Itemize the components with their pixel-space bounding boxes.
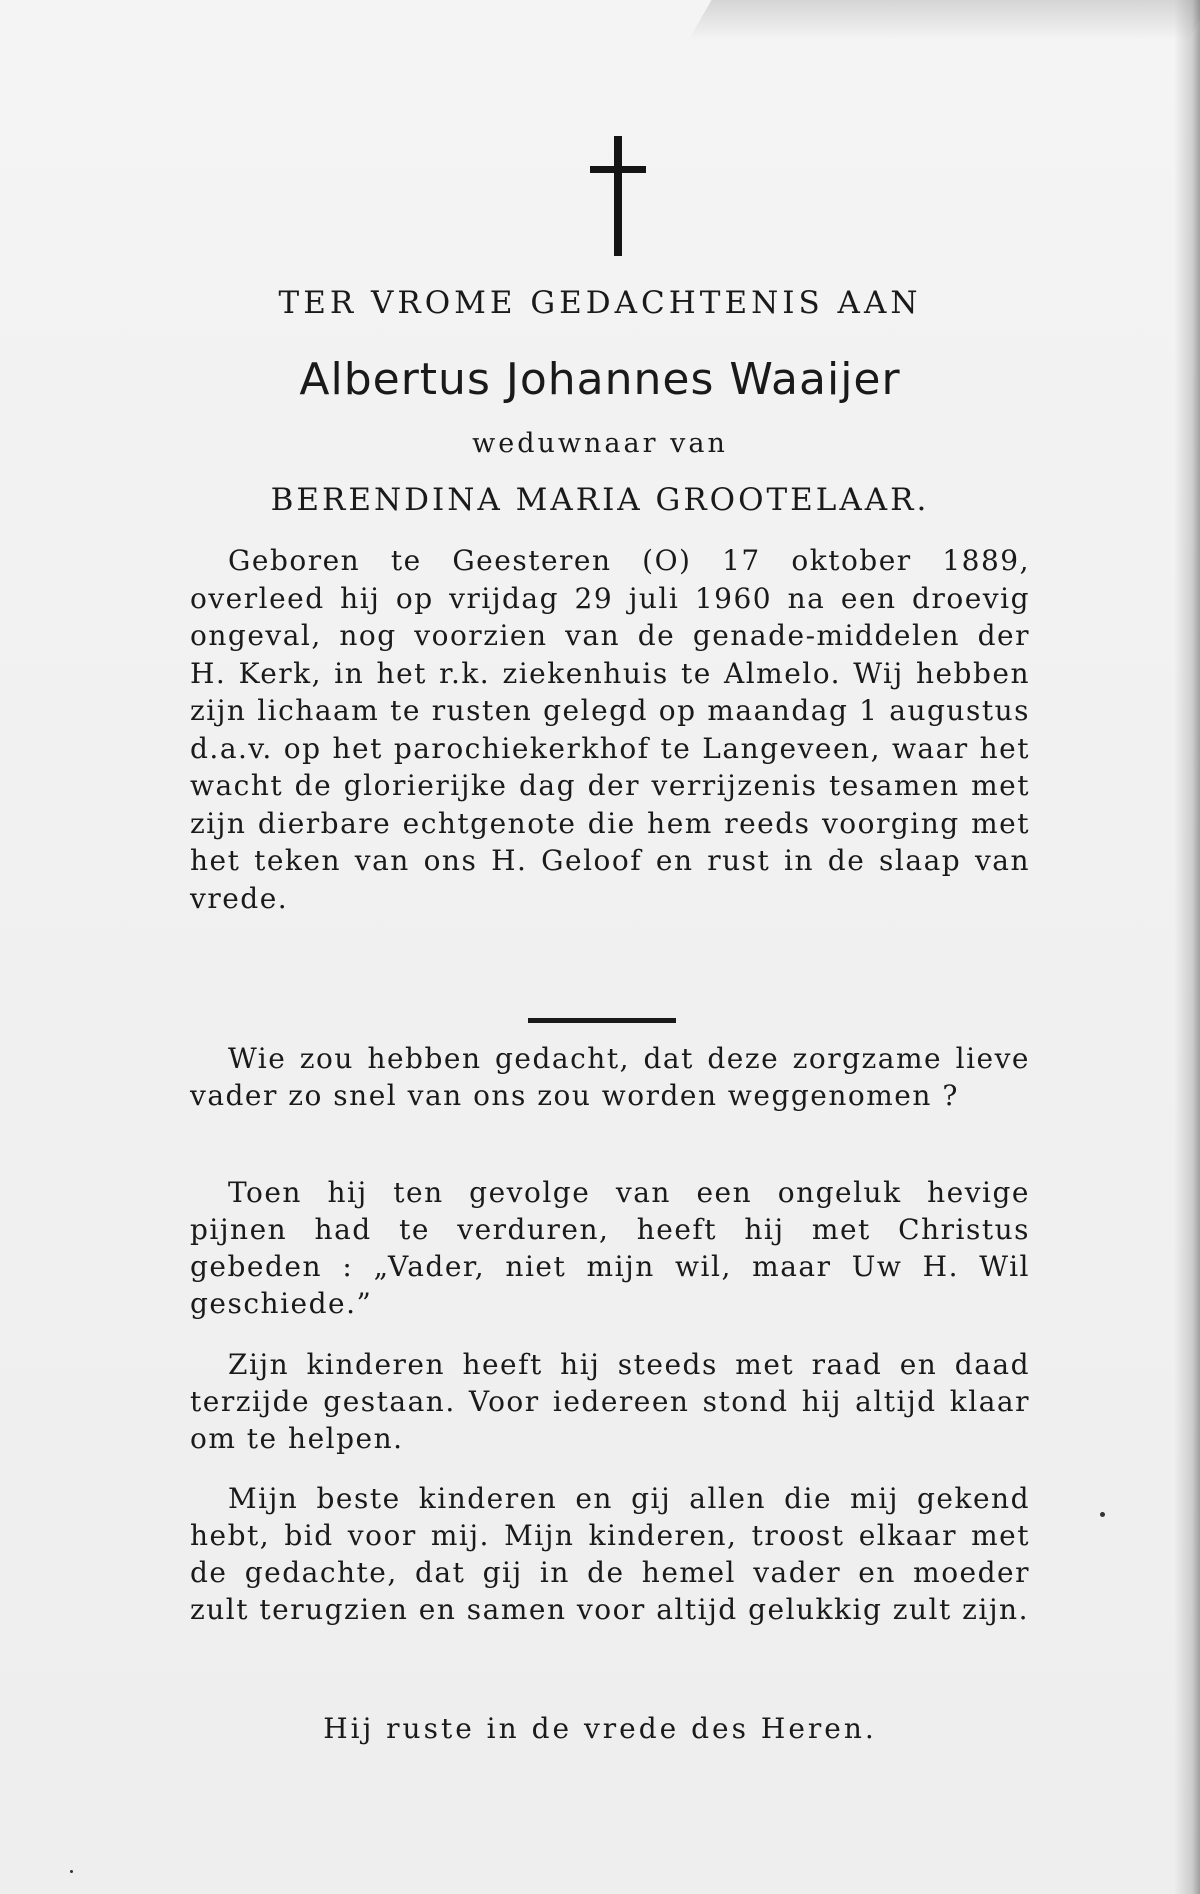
- cross-icon: [590, 136, 644, 256]
- deceased-name: Albertus Johannes Waaijer: [299, 354, 901, 405]
- reflection-paragraph: Wie zou hebben gedacht, dat deze zorgzame lieve vader zo snel van ons zou worden weggenomen ?: [190, 1042, 1030, 1112]
- ink-speck: [70, 1870, 73, 1873]
- closing-line: Hij ruste in de vrede des Heren.: [323, 1712, 877, 1745]
- paper-fold-shadow: [688, 0, 1200, 40]
- biography-paragraph: Geboren te Geesteren (O) 17 oktober 1889, overleed hij op vrijdag 29 juli 1960 na een droevig ongeval, nog voorzien van de genade-middelen der H. Kerk, in het r.k. ziekenhuis te Almelo. Wij hebben zijn lichaam te rusten gelegd op maandag 1 augustus d.a.v. op het parochiekerkhof te Langeveen, waar het wacht de glorierijke dag der verrijzenis tesamen met zijn dierbare echtgenote die hem reeds voorging met het teken van ons H. Geloof en rust in de slaap van vrede.: [190, 544, 1030, 915]
- farewell-paragraph: Mijn beste kinderen en gij allen die mij gekend hebt, bid voor mij. Mijn kinderen, troost elkaar met de gedachte, dat gij in de hemel vader en moeder zult terugzien en samen voor altijd gelukkig zult zijn.: [190, 1482, 1030, 1626]
- prayer-paragraph: Toen hij ten gevolge van een ongeluk hevige pijnen had te verduren, heeft hij met Christus gebeden : „Vader, niet mijn wil, maar Uw H. Wil geschiede.”: [190, 1176, 1030, 1320]
- widower-of-label: weduwnaar van: [472, 428, 728, 459]
- children-paragraph: Zijn kinderen heeft hij steeds met raad en daad terzijde gestaan. Voor iedereen stond hij altijd klaar om te helpen.: [190, 1348, 1030, 1455]
- divider-line: [528, 1018, 676, 1023]
- ink-speck: [1100, 1512, 1105, 1517]
- spouse-name: BERENDINA MARIA GROOTELAAR.: [270, 482, 930, 518]
- memorial-heading: TER VROME GEDACHTENIS AAN: [278, 285, 922, 321]
